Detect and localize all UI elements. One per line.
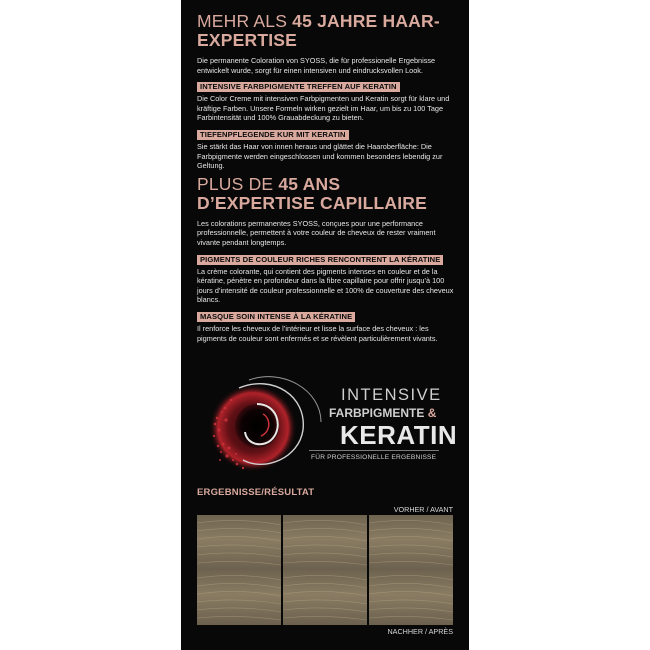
french-heading-bold: 45 ANS D’EXPERTISE CAPILLAIRE: [197, 173, 427, 213]
french-intro: Les colorations permanentes SYOSS, conçues pour une performance professionnelle, permettent à votre couleur de cheveux de rester vraiment vivante pendant longtemps.: [197, 218, 436, 247]
german-heading-bold: 45 JAHRE HAAR-EXPERTISE: [197, 11, 440, 50]
french-tag-2: MASQUE SOIN INTENSE À LA KÉRATINE: [197, 312, 355, 322]
claim-keratin: KERATIN: [340, 420, 458, 450]
before-label: VORHER / AVANT: [393, 505, 453, 514]
german-intro: Die permanente Coloration von SYOSS, die für professionelle Ergebnisse entwickelt wurde, sorgt für einen intensiven und eindrucksvollen Look.: [197, 56, 436, 75]
after-swatch-3: [369, 570, 453, 625]
french-text-1: La crème colorante, qui contient des pigments intenses en couleur et de la kératine, pénètre en profondeur dans la fibre capillaire pour offrir jusqu’à 100 jours d’intensité de couleur professionnelle et 100% de couverture des cheveux blancs.: [197, 266, 454, 305]
after-label: NACHHER / APRÈS: [387, 627, 453, 636]
german-tag-2: TIEFENPFLEGENDE KUR MIT KERATIN: [197, 130, 349, 140]
product-info-panel: [181, 0, 469, 650]
french-text-2: Il renforce les cheveux de l’intérieur et lisse la surface des cheveux : les pigments de couleur sont enfermés et se révèlent particulièrement vivants.: [197, 323, 438, 343]
french-heading: [197, 175, 459, 213]
claim-ampersand: &: [427, 406, 437, 420]
german-heading-light: MEHR ALS: [197, 11, 293, 31]
after-swatch-2: [283, 570, 367, 625]
claim-subline: FÜR PROFESSIONELLE ERGEBNISSE: [311, 454, 437, 461]
french-tag-1: PIGMENTS DE COULEUR RICHES RENCONTRENT LA KÉRATINE: [197, 255, 443, 265]
claim-intensive: INTENSIVE: [341, 386, 442, 404]
before-swatch-2: [283, 515, 367, 570]
german-text-2: Sie stärkt das Haar von innen heraus und glättet die Haaroberfläche: Die Farbpigmente werden eingeschlossen und kommen besonders lebendig zur Geltung.: [197, 141, 443, 171]
claim-farbpigmente: [329, 406, 436, 420]
french-heading-light: PLUS DE: [197, 173, 279, 194]
before-swatch-1: [197, 515, 281, 570]
german-tag-1: INTENSIVE FARBPIGMENTE TREFFEN AUF KERATIN: [197, 82, 400, 92]
after-swatch-1: [197, 570, 281, 625]
text-content: [197, 12, 459, 344]
before-swatch-3: [369, 515, 453, 570]
results-title: ERGEBNISSE/RÉSULTAT: [197, 487, 315, 498]
claim-farbpigmente-text: FARBPIGMENTE: [329, 406, 425, 420]
german-text-1: Die Color Creme mit intensiven Farbpigmenten und Keratin sorgt für klare und kräftige Farben. Unsere Formeln wirken gezielt im Haar, um bis zu 100 Tage Farbintensität und 100% Grauabdeckung zu bieten.: [197, 94, 450, 123]
german-heading: [197, 12, 459, 50]
claim-divider: [309, 450, 439, 451]
